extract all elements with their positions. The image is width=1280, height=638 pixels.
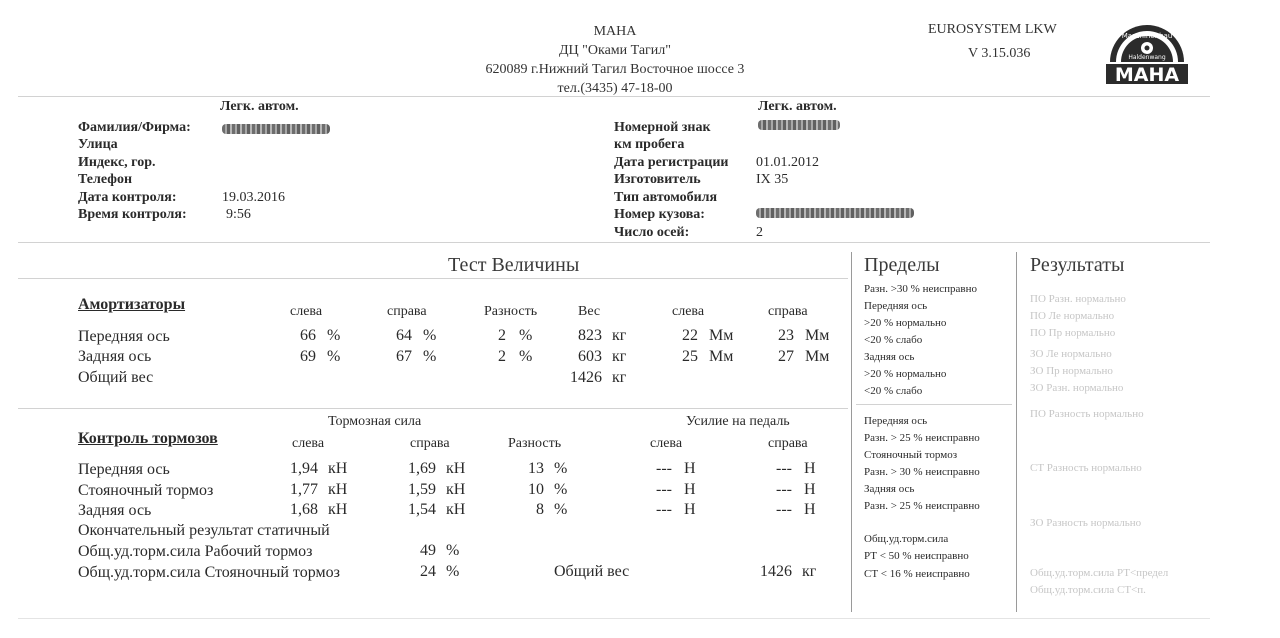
limit-text: Передняя ось xyxy=(864,300,928,312)
result-text: ПО Разн. нормально xyxy=(1030,293,1126,305)
svg-text:MAHA: MAHA xyxy=(1114,64,1180,86)
unit: Н xyxy=(684,501,696,518)
unit: % xyxy=(554,460,568,477)
pedal-force-header: Усилие на педаль xyxy=(686,414,790,429)
shock-hdr-weight: Вес xyxy=(578,304,601,319)
limit-text: Общ.уд.торм.сила xyxy=(864,533,949,545)
unit: % xyxy=(327,327,341,344)
shock-weight-value: 823 xyxy=(578,327,602,344)
pedal-hdr-left: слева xyxy=(650,436,683,451)
pedal-left-value: --- xyxy=(656,501,672,518)
brake-row-label: Передняя ось xyxy=(78,461,170,478)
svg-text:Haldenwang: Haldenwang xyxy=(1128,54,1166,61)
system-version: V 3.15.036 xyxy=(968,46,1031,61)
pedal-hdr-right: справа xyxy=(768,436,808,451)
shock-total-label: Общий вес xyxy=(78,369,154,386)
limit-text: Передняя ось xyxy=(864,415,928,427)
shock-right-value: 67 xyxy=(396,348,412,365)
shock-ml-value: 22 xyxy=(682,327,698,344)
parking-brake-value: 24 xyxy=(420,563,436,580)
unit: кг xyxy=(612,369,627,386)
shock-diff-value: 2 xyxy=(498,348,506,365)
svg-text:Maschinenbau: Maschinenbau xyxy=(1121,32,1173,40)
unit: кН xyxy=(328,501,348,518)
result-text: ЗО Разность нормально xyxy=(1030,517,1142,529)
body-label: Номер кузова: xyxy=(614,207,705,222)
pedal-left-value: --- xyxy=(656,460,672,477)
unit: Н xyxy=(804,501,816,518)
unit: Н xyxy=(684,481,696,498)
brake-hdr-diff: Разность xyxy=(508,436,562,451)
pedal-right-value: --- xyxy=(776,481,792,498)
unit: кН xyxy=(328,481,348,498)
brake-hdr-left: слева xyxy=(292,436,325,451)
axles-label: Число осей: xyxy=(614,225,690,240)
brake-total-value: 1426 xyxy=(760,563,792,580)
result-text: СТ Разность нормально xyxy=(1030,462,1142,474)
zip-label: Индекс, гор. xyxy=(78,155,156,170)
shock-title: Амортизаторы xyxy=(78,296,186,313)
brake-total-label: Общий вес xyxy=(554,563,630,580)
limits-title: Пределы xyxy=(864,254,940,276)
result-text: ЗО Пр нормально xyxy=(1030,365,1113,377)
unit: кг xyxy=(802,563,817,580)
limit-text: Стояночный тормоз xyxy=(864,449,958,461)
shock-hdr-diff: Разность xyxy=(484,304,538,319)
unit: % xyxy=(446,563,460,580)
brake-diff-value: 13 xyxy=(528,460,544,477)
redacted-name xyxy=(222,124,330,134)
unit: кН xyxy=(446,501,466,518)
brake-diff-value: 8 xyxy=(536,501,544,518)
result-text: ПО Пр нормально xyxy=(1030,327,1116,339)
limit-text: <20 % слабо xyxy=(864,334,923,346)
result-text: ЗО Ле нормально xyxy=(1030,348,1112,360)
unit: % xyxy=(554,501,568,518)
pedal-right-value: --- xyxy=(776,501,792,518)
shock-ml-value: 25 xyxy=(682,348,698,365)
result-text: Общ.уд.торм.сила РТ<предел xyxy=(1030,567,1169,579)
pedal-right-value: --- xyxy=(776,460,792,477)
phone: тел.(3435) 47-18-00 xyxy=(557,81,673,96)
brake-row-label: Стояночный тормоз xyxy=(78,482,214,499)
brake-right-value: 1,59 xyxy=(408,481,436,498)
brakes-title: Контроль тормозов xyxy=(78,430,218,447)
brake-left-value: 1,77 xyxy=(290,481,318,498)
limit-text: <20 % слабо xyxy=(864,385,923,397)
vehicle-class: Легк. автом. xyxy=(758,99,837,114)
unit: % xyxy=(327,348,341,365)
unit: % xyxy=(446,542,460,559)
shock-mr-value: 27 xyxy=(778,348,794,365)
service-brake-value: 49 xyxy=(420,542,436,559)
type-label: Тип автомобиля xyxy=(614,190,718,205)
brake-right-value: 1,69 xyxy=(408,460,436,477)
system-name: EUROSYSTEM LKW xyxy=(928,22,1057,37)
brake-right-value: 1,54 xyxy=(408,501,436,518)
shock-left-value: 69 xyxy=(300,348,316,365)
shock-right-value: 64 xyxy=(396,327,412,344)
unit: Н xyxy=(804,481,816,498)
limit-text: Разн. > 25 % неисправно xyxy=(864,432,980,444)
result-text: ЗО Разн. нормально xyxy=(1030,382,1124,394)
limit-text: >20 % нормально xyxy=(864,317,947,329)
unit: кН xyxy=(446,460,466,477)
unit: % xyxy=(519,327,533,344)
pedal-left-value: --- xyxy=(656,481,672,498)
customer-vehicle-class: Легк. автом. xyxy=(220,99,299,114)
brake-row-label: Задняя ось xyxy=(78,502,152,519)
unit: Мм xyxy=(709,327,734,344)
brake-hdr-right: справа xyxy=(410,436,450,451)
shock-diff-value: 2 xyxy=(498,327,506,344)
axles-value: 2 xyxy=(756,225,763,240)
shock-total-weight: 1426 xyxy=(570,369,602,386)
results-title: Результаты xyxy=(1030,254,1125,276)
address: 620089 г.Нижний Тагил Восточное шоссе 3 xyxy=(485,62,745,77)
unit: % xyxy=(519,348,533,365)
unit: кг xyxy=(612,327,627,344)
shock-mr-value: 23 xyxy=(778,327,794,344)
service-brake-label: Общ.уд.торм.сила Рабочий тормоз xyxy=(78,543,313,560)
shock-left-value: 66 xyxy=(300,327,316,344)
limit-text: Задняя ось xyxy=(864,483,915,495)
unit: Н xyxy=(804,460,816,477)
shock-hdr-left-mm: слева xyxy=(672,304,705,319)
brake-diff-value: 10 xyxy=(528,481,544,498)
brake-left-value: 1,68 xyxy=(290,501,318,518)
parking-brake-label: Общ.уд.торм.сила Стояночный тормоз xyxy=(78,564,340,581)
service-center: ДЦ "Оками Тагил" xyxy=(559,43,671,58)
name-label: Фамилия/Фирма: xyxy=(78,120,191,135)
unit: Мм xyxy=(805,348,830,365)
limit-text: Разн. > 30 % неисправно xyxy=(864,466,980,478)
limit-text: СТ < 16 % неисправно xyxy=(864,568,970,580)
shock-weight-value: 603 xyxy=(578,348,602,365)
maha-logo xyxy=(1104,22,1190,86)
final-result-label: Окончательный результат статичный xyxy=(78,522,330,539)
shock-row-label: Передняя ось xyxy=(78,328,170,345)
unit: кН xyxy=(446,481,466,498)
unit: % xyxy=(554,481,568,498)
reg-label: Дата регистрации xyxy=(614,155,729,170)
result-text: ПО Разность нормально xyxy=(1030,408,1144,420)
plate-label: Номерной знак xyxy=(614,120,711,135)
shock-hdr-left: слева xyxy=(290,304,323,319)
time-value: 9:56 xyxy=(226,207,251,222)
shock-hdr-right: справа xyxy=(387,304,427,319)
unit: Н xyxy=(684,460,696,477)
brake-left-value: 1,94 xyxy=(290,460,318,477)
unit: Мм xyxy=(709,348,734,365)
limit-text: РТ < 50 % неисправно xyxy=(864,550,969,562)
reg-value: 01.01.2012 xyxy=(756,155,819,170)
test-title: Тест Величины xyxy=(448,254,580,276)
limit-text: >20 % нормально xyxy=(864,368,947,380)
shock-row-label: Задняя ось xyxy=(78,348,152,365)
brake-force-header: Тормозная сила xyxy=(328,414,422,429)
limit-text: Задняя ось xyxy=(864,351,915,363)
redacted-vin xyxy=(756,208,914,218)
unit: кН xyxy=(328,460,348,477)
unit: % xyxy=(423,348,437,365)
company-name: МАНА xyxy=(593,24,637,39)
unit: Мм xyxy=(805,327,830,344)
shock-hdr-right-mm: справа xyxy=(768,304,808,319)
time-label: Время контроля: xyxy=(78,207,187,222)
limit-text: Разн. >30 % неисправно xyxy=(864,283,977,295)
result-text: Общ.уд.торм.сила СТ<п. xyxy=(1030,584,1146,596)
redacted-plate xyxy=(758,120,840,130)
street-label: Улица xyxy=(78,137,118,152)
unit: % xyxy=(423,327,437,344)
limit-text: Разн. > 25 % неисправно xyxy=(864,500,980,512)
maker-value: IX 35 xyxy=(756,172,789,187)
date-value: 19.03.2016 xyxy=(222,190,285,205)
maker-label: Изготовитель xyxy=(614,172,701,187)
date-label: Дата контроля: xyxy=(78,190,177,205)
unit: кг xyxy=(612,348,627,365)
km-label: км пробега xyxy=(614,137,685,152)
phone-label: Телефон xyxy=(78,172,133,187)
result-text: ПО Ле нормально xyxy=(1030,310,1115,322)
